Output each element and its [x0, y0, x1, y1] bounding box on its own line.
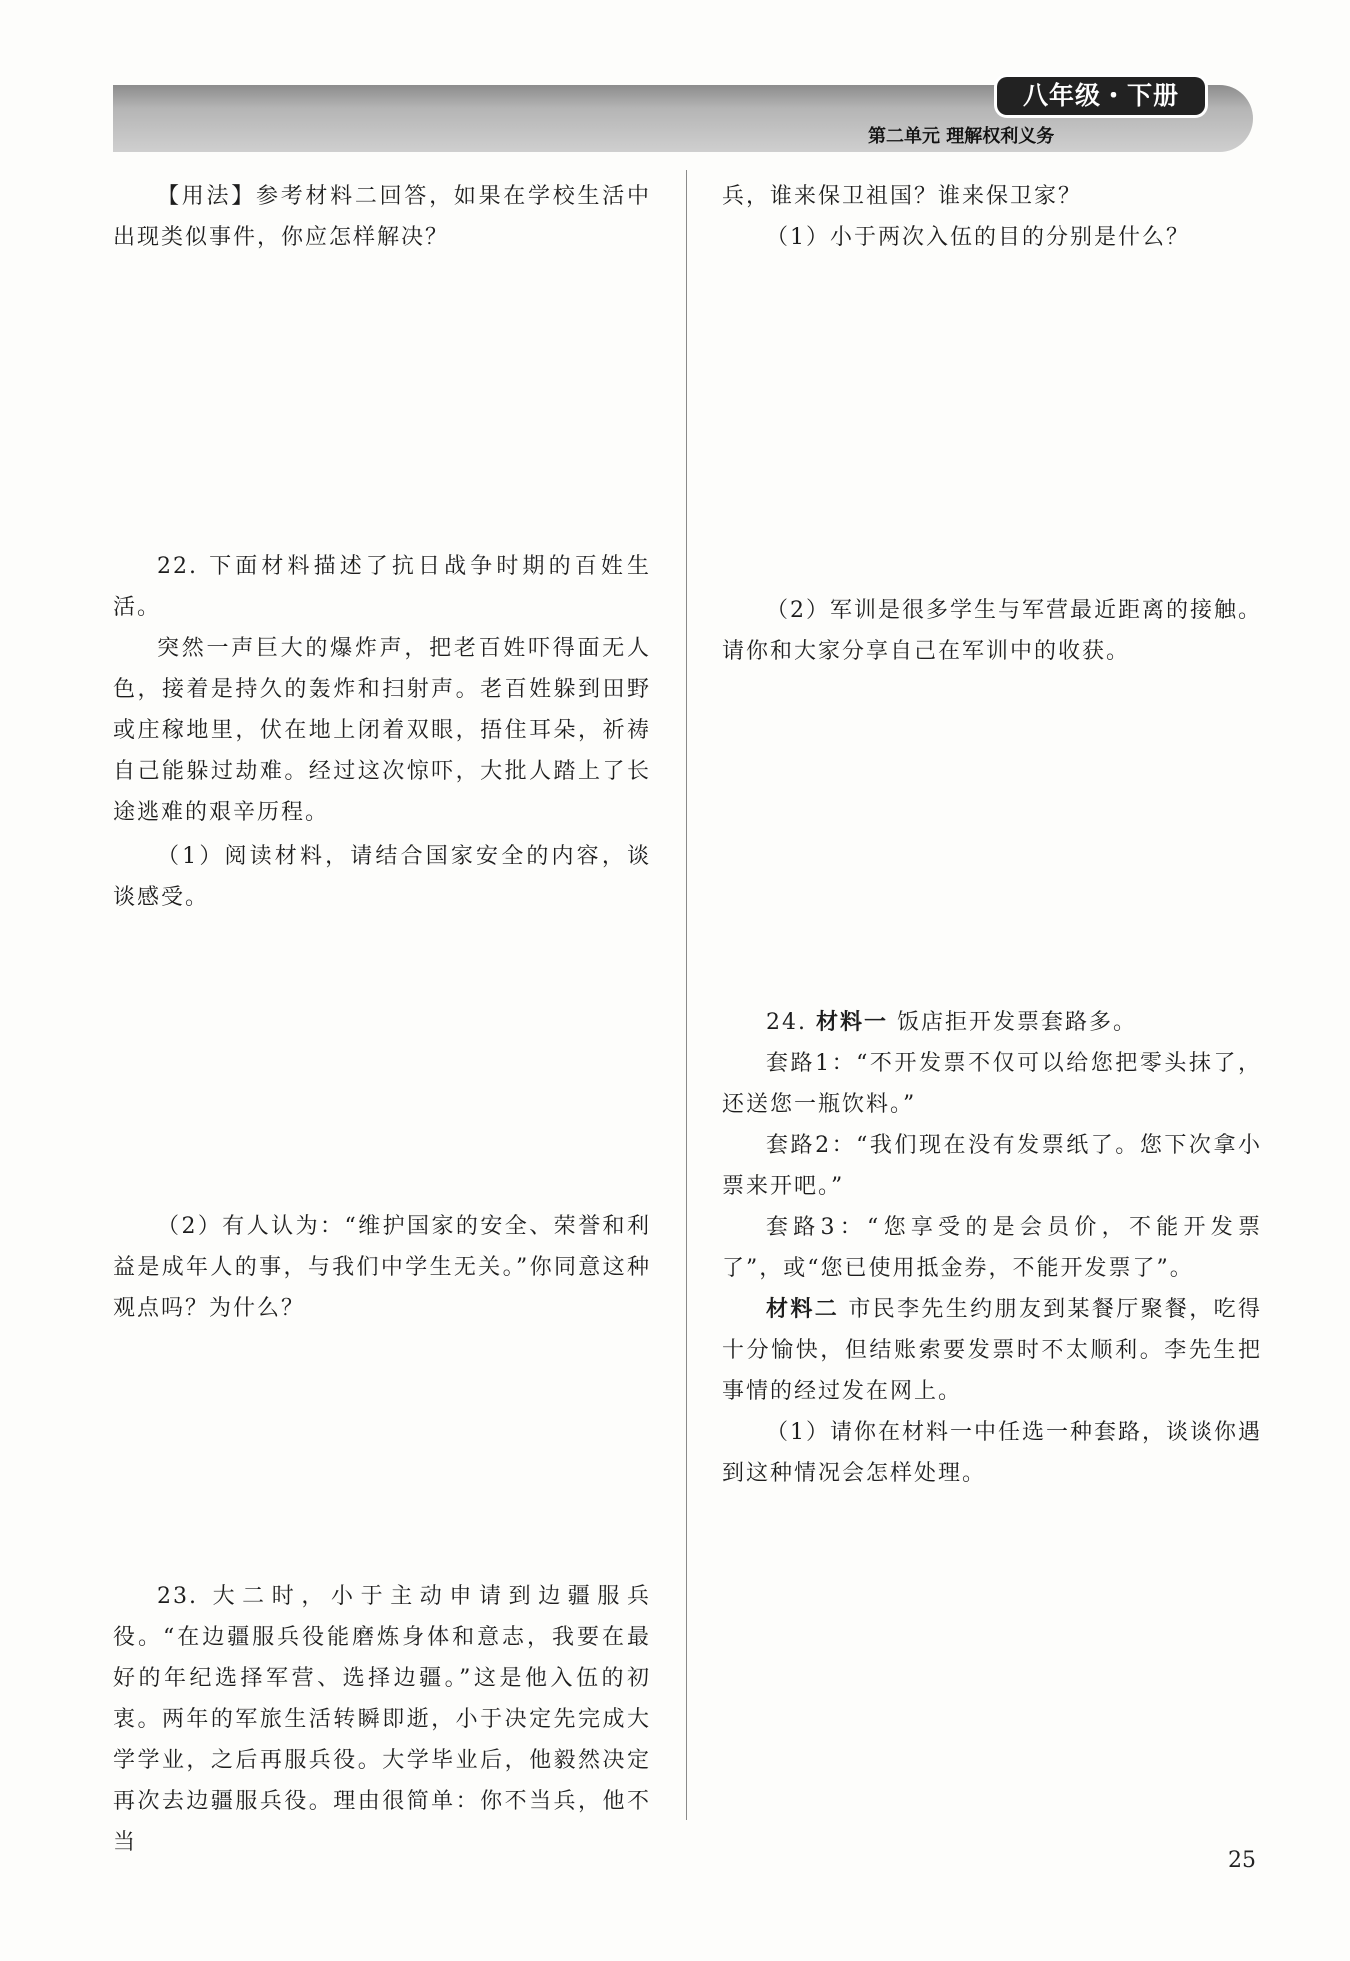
q23-continued: 兵，谁来保卫祖国？谁来保卫家？	[722, 184, 1083, 209]
grade-badge: 八年级・下册	[997, 77, 1205, 115]
q24-trick3: 套路3：“您享受的是会员价，不能开发票了”，或“您已使用抵金券，不能开发票了”。	[722, 1215, 1262, 1281]
q24-sub1: （1）请你在材料一中任选一种套路，谈谈你遇到这种情况会怎样处理。	[722, 1420, 1262, 1486]
q24-trick1: 套路1：“不开发票不仅可以给您把零头抹了，还送您一瓶饮料。”	[722, 1051, 1262, 1117]
usage-question	[113, 176, 651, 258]
usage-tag: 【用法】	[157, 184, 256, 209]
q23-sub2: （2）军训是很多学生与军营最近距离的接触。请你和大家分享自己在军训中的收获。	[722, 598, 1262, 664]
material1-text: 饭店拒开发票套路多。	[897, 1010, 1138, 1035]
material2-label: 材料二	[766, 1297, 840, 1322]
q23-stem: 23. 大二时，小于主动申请到边疆服兵役。“在边疆服兵役能磨炼身体和意志，我要在最好的年纪选择军营、选择边疆。”这是他入伍的初衷。两年的军旅生活转瞬即逝，小于决定先完成大学学业，之后再服兵役。大学毕业后，他毅然决定再次去边疆服兵役。理由很简单：你不当兵，他不当	[113, 1584, 651, 1855]
q22-sub1: （1）阅读材料，请结合国家安全的内容，谈谈感受。	[113, 844, 651, 910]
q24-material2	[722, 1289, 1262, 1412]
q22-stem: 22. 下面材料描述了抗日战争时期的百姓生活。	[113, 554, 651, 620]
material2-text: 市民李先生约朋友到某餐厅聚餐，吃得十分愉快，但结账索要发票时不太顺利。李先生把事情的经过发在网上。	[722, 1297, 1262, 1404]
q24-material1	[722, 1002, 1262, 1043]
material1-label: 材料一	[816, 1010, 889, 1035]
column-divider	[686, 170, 687, 1820]
usage-text: 参考材料二回答，如果在学校生活中出现类似事件，你应怎样解决？	[113, 184, 651, 250]
q23-sub1: （1）小于两次入伍的目的分别是什么？	[766, 225, 1190, 250]
page-number: 25	[1228, 1848, 1256, 1873]
q24-trick2: 套路2：“我们现在没有发票纸了。您下次拿小票来开吧。”	[722, 1133, 1262, 1199]
q24-number: 24.	[766, 1010, 807, 1035]
q22-passage: 突然一声巨大的爆炸声，把老百姓吓得面无人色，接着是持久的轰炸和扫射声。老百姓躲到田野或庄稼地里，伏在地上闭着双眼，捂住耳朵，祈祷自己能躲过劫难。经过这次惊吓，大批人踏上了长途逃难的艰辛历程。	[113, 636, 651, 825]
unit-title: 第二单元 理解权利义务	[868, 126, 1055, 147]
q22-sub2: （2）有人认为：“维护国家的安全、荣誉和利益是成年人的事，与我们中学生无关。”你同意这种观点吗？为什么？	[113, 1214, 651, 1321]
